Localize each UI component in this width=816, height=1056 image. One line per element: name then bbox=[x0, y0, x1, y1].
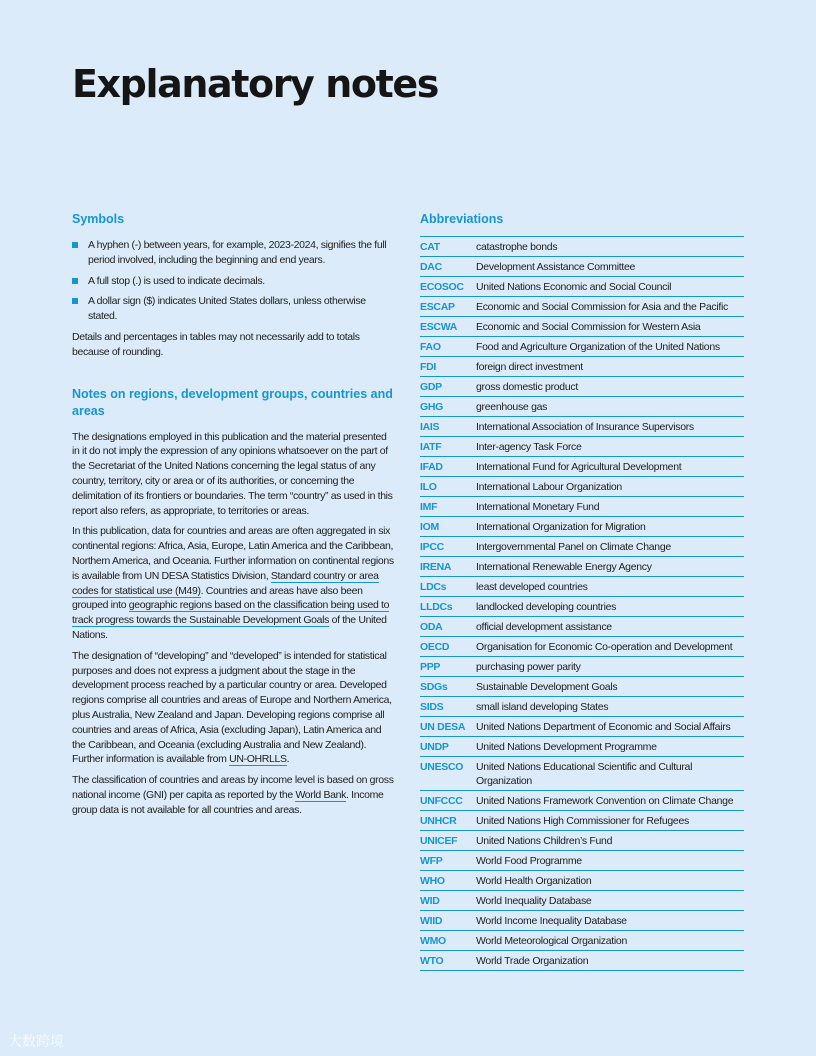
abbreviation-code: IOM bbox=[420, 517, 476, 537]
abbreviation-code: UNDP bbox=[420, 737, 476, 757]
table-row bbox=[420, 377, 744, 397]
abbreviation-description: small island developing States bbox=[476, 697, 744, 717]
bullet-square-icon bbox=[72, 298, 78, 304]
abbreviation-description: Development Assistance Committee bbox=[476, 257, 744, 277]
abbreviation-code: GHG bbox=[420, 397, 476, 417]
abbreviation-code: ESCAP bbox=[420, 297, 476, 317]
abbreviation-description: International Organization for Migration bbox=[476, 517, 744, 537]
abbreviation-code: ILO bbox=[420, 477, 476, 497]
abbreviation-code: OECD bbox=[420, 637, 476, 657]
abbreviation-description: least developed countries bbox=[476, 577, 744, 597]
abbreviation-code: ODA bbox=[420, 617, 476, 637]
abbreviation-description: official development assistance bbox=[476, 617, 744, 637]
abbreviation-code: ESCWA bbox=[420, 317, 476, 337]
abbreviation-code: IATF bbox=[420, 437, 476, 457]
table-row bbox=[420, 237, 744, 257]
table-row bbox=[420, 357, 744, 377]
abbreviation-description: World Food Programme bbox=[476, 851, 744, 871]
abbreviation-description: United Nations Economic and Social Council bbox=[476, 277, 744, 297]
abbreviation-code: IFAD bbox=[420, 457, 476, 477]
text-span: The designation of “developing” and “developed” is intended for statistical purposes and does not express a judgment about the stage in the development process reached by a particular country or area. Developed regions comprise all countries and areas of Europe and Northern America, plus Australia, New Zealand and Japan. Developing regions comprise all countries and areas of Africa, Asia (excluding Japan), Latin America and the Caribbean, and Oceania (excluding Australia and New Zealand). Further information is available from bbox=[72, 649, 392, 766]
table-row bbox=[420, 911, 744, 931]
abbreviation-description: International Monetary Fund bbox=[476, 497, 744, 517]
abbreviation-description: United Nations Development Programme bbox=[476, 737, 744, 757]
table-row bbox=[420, 871, 744, 891]
sdg-regions-link[interactable]: geographic regions based on the classification being used to track progress towards the Sustainable Development Goals bbox=[72, 599, 390, 627]
abbreviation-description: United Nations Children’s Fund bbox=[476, 831, 744, 851]
abbreviation-description: catastrophe bonds bbox=[476, 237, 744, 257]
bullet-text: A dollar sign ($) indicates United States dollars, unless otherwise stated. bbox=[88, 295, 366, 323]
abbreviation-code: FDI bbox=[420, 357, 476, 377]
table-row bbox=[420, 811, 744, 831]
abbreviation-code: WMO bbox=[420, 931, 476, 951]
abbreviation-code: LLDCs bbox=[420, 597, 476, 617]
table-row bbox=[420, 397, 744, 417]
abbreviation-code: LDCs bbox=[420, 577, 476, 597]
abbreviations-heading: Abbreviations bbox=[420, 212, 504, 226]
abbreviations-table bbox=[420, 236, 744, 971]
abbreviation-code: UNHCR bbox=[420, 811, 476, 831]
table-row bbox=[420, 497, 744, 517]
abbreviation-code: UN DESA bbox=[420, 717, 476, 737]
bullet-text: A hyphen (-) between years, for example, 2023-2024, signifies the full period involved, including the beginning and end years. bbox=[88, 239, 387, 266]
abbreviation-code: IAIS bbox=[420, 417, 476, 437]
abbreviation-code: WTO bbox=[420, 951, 476, 971]
page-title: Explanatory notes bbox=[72, 62, 438, 106]
un-ohrlls-link[interactable]: UN-OHRLLS bbox=[229, 753, 287, 766]
abbreviation-description: International Association of Insurance Supervisors bbox=[476, 417, 744, 437]
notes-paragraph-4 bbox=[72, 773, 396, 817]
abbreviation-code: WID bbox=[420, 891, 476, 911]
abbreviation-description: World Income Inequality Database bbox=[476, 911, 744, 931]
abbreviation-description: gross domestic product bbox=[476, 377, 744, 397]
table-row bbox=[420, 417, 744, 437]
abbreviation-description: United Nations Framework Convention on Climate Change bbox=[476, 791, 744, 811]
abbreviation-description: United Nations Educational Scientific and Cultural Organization bbox=[476, 757, 744, 791]
abbreviation-description: United Nations Department of Economic and Social Affairs bbox=[476, 717, 744, 737]
abbreviation-code: SIDS bbox=[420, 697, 476, 717]
table-row bbox=[420, 831, 744, 851]
table-row bbox=[420, 737, 744, 757]
list-item bbox=[72, 294, 396, 324]
table-row bbox=[420, 637, 744, 657]
text-span: . Countries and areas have also been grouped into bbox=[72, 584, 363, 612]
text-span: . Income group data is not available for all countries and areas. bbox=[72, 788, 384, 816]
abbreviation-description: Inter-agency Task Force bbox=[476, 437, 744, 457]
abbreviation-description: landlocked developing countries bbox=[476, 597, 744, 617]
table-row bbox=[420, 697, 744, 717]
abbreviation-description: foreign direct investment bbox=[476, 357, 744, 377]
table-row bbox=[420, 317, 744, 337]
abbreviation-code: WIID bbox=[420, 911, 476, 931]
abbreviation-description: World Health Organization bbox=[476, 871, 744, 891]
abbreviation-code: GDP bbox=[420, 377, 476, 397]
abbreviation-description: greenhouse gas bbox=[476, 397, 744, 417]
left-column bbox=[72, 211, 396, 824]
text-span: In this publication, data for countries and areas are often aggregated in six continental regions: Africa, Asia, Europe, Latin America and the Caribbean, Northern America, and Oceania. Further information on continental regions is available from UN DESA Statistics Division, bbox=[72, 525, 394, 582]
abbreviation-code: SDGs bbox=[420, 677, 476, 697]
table-row bbox=[420, 457, 744, 477]
abbreviation-code: PPP bbox=[420, 657, 476, 677]
notes-paragraph-1: The designations employed in this publication and the material presented in it do not imply the expression of any opinions whatsoever on the part of the Secretariat of the United Nations concerning the legal status of any country, territory, city or area or of its authorities, or concerning the delimitation of its frontiers or boundaries. The term “country” as used in this report also refers, as appropriate, to territories or areas. bbox=[72, 430, 393, 517]
abbreviation-description: United Nations High Commissioner for Refugees bbox=[476, 811, 744, 831]
table-row bbox=[420, 891, 744, 911]
abbreviation-description: Food and Agriculture Organization of the United Nations bbox=[476, 337, 744, 357]
table-row bbox=[420, 717, 744, 737]
symbols-footnote: Details and percentages in tables may not necessarily add to totals because of rounding. bbox=[72, 330, 360, 358]
table-row bbox=[420, 951, 744, 971]
table-row bbox=[420, 757, 744, 791]
table-row bbox=[420, 537, 744, 557]
notes-paragraph-2 bbox=[72, 524, 396, 642]
abbreviation-code: DAC bbox=[420, 257, 476, 277]
abbreviation-code: WHO bbox=[420, 871, 476, 891]
watermark-logo: 大数跨境 bbox=[8, 1034, 64, 1050]
abbreviation-description: World Inequality Database bbox=[476, 891, 744, 911]
abbreviation-code: CAT bbox=[420, 237, 476, 257]
table-row bbox=[420, 297, 744, 317]
abbreviation-description: International Renewable Energy Agency bbox=[476, 557, 744, 577]
text-span: of the United Nations. bbox=[72, 614, 387, 641]
symbols-list bbox=[72, 238, 396, 324]
world-bank-link[interactable]: World Bank bbox=[295, 788, 347, 801]
abbreviation-description: World Trade Organization bbox=[476, 951, 744, 971]
abbreviation-code: IPCC bbox=[420, 537, 476, 557]
abbreviation-description: Sustainable Development Goals bbox=[476, 677, 744, 697]
table-row bbox=[420, 851, 744, 871]
list-item bbox=[72, 238, 396, 268]
table-row bbox=[420, 791, 744, 811]
bullet-square-icon bbox=[72, 278, 78, 284]
text-span: . bbox=[286, 753, 290, 766]
abbreviation-description: International Labour Organization bbox=[476, 477, 744, 497]
abbreviation-code: IRENA bbox=[420, 557, 476, 577]
table-row bbox=[420, 277, 744, 297]
abbreviation-description: Economic and Social Commission for Asia and the Pacific bbox=[476, 297, 744, 317]
m49-link[interactable]: Standard country or area codes for statistical use (M49) bbox=[72, 569, 379, 597]
abbreviation-code: IMF bbox=[420, 497, 476, 517]
abbreviation-description: Economic and Social Commission for Western Asia bbox=[476, 317, 744, 337]
abbreviation-code: UNFCCC bbox=[420, 791, 476, 811]
table-row bbox=[420, 437, 744, 457]
symbols-heading: Symbols bbox=[72, 212, 125, 226]
abbreviation-code: WFP bbox=[420, 851, 476, 871]
abbreviation-code: UNESCO bbox=[420, 757, 476, 791]
abbreviation-description: purchasing power parity bbox=[476, 657, 744, 677]
abbreviation-code: ECOSOC bbox=[420, 277, 476, 297]
bullet-text: A full stop (.) is used to indicate decimals. bbox=[88, 274, 265, 287]
bullet-square-icon bbox=[72, 242, 78, 248]
abbreviation-description: Organisation for Economic Co-operation and Development bbox=[476, 637, 744, 657]
table-row bbox=[420, 257, 744, 277]
abbreviation-description: World Meteorological Organization bbox=[476, 931, 744, 951]
table-row bbox=[420, 477, 744, 497]
list-item bbox=[72, 274, 396, 289]
table-row bbox=[420, 597, 744, 617]
table-row bbox=[420, 337, 744, 357]
table-row bbox=[420, 657, 744, 677]
abbreviation-description: International Fund for Agricultural Development bbox=[476, 457, 744, 477]
right-column bbox=[420, 211, 744, 971]
table-row bbox=[420, 517, 744, 537]
notes-paragraph-3 bbox=[72, 649, 396, 767]
table-row bbox=[420, 677, 744, 697]
notes-heading: Notes on regions, development groups, countries and areas bbox=[72, 386, 393, 418]
abbreviation-code: UNICEF bbox=[420, 831, 476, 851]
table-row bbox=[420, 557, 744, 577]
abbreviation-code: FAO bbox=[420, 337, 476, 357]
table-row bbox=[420, 577, 744, 597]
table-row bbox=[420, 931, 744, 951]
abbreviation-description: Intergovernmental Panel on Climate Change bbox=[476, 537, 744, 557]
text-span: The classification of countries and areas by income level is based on gross national income (GNI) per capita as reported by the bbox=[72, 774, 394, 801]
table-row bbox=[420, 617, 744, 637]
